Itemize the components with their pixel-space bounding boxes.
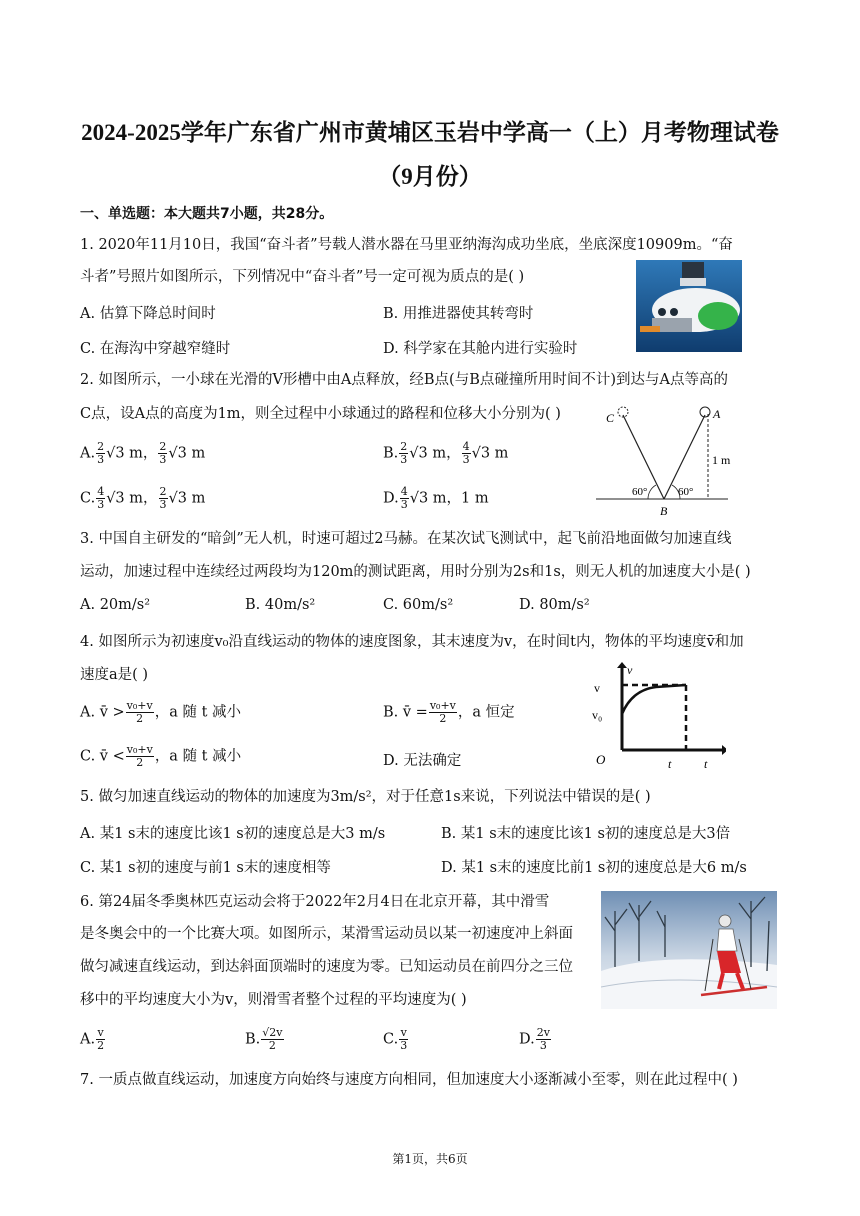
v-axis-label: v <box>627 663 633 677</box>
q6-stem-line3: 做匀减速直线运动，到达斜面顶端时的速度为零。已知运动员在前四分之三位 <box>80 959 573 975</box>
q4-option-d: D. 无法确定 <box>383 753 462 769</box>
angle-left: 60° <box>632 486 648 498</box>
label-c: C <box>606 411 615 425</box>
q6-stem-line1: 6. 第24届冬季奥林匹克运动会将于2022年2月4日在北京开幕，其中滑雪 <box>80 894 550 910</box>
q4-option-a: A. v̄ > $\frac{\text{v₀+v}}{2}$ ，a 随 t 减小 <box>80 699 242 725</box>
q4-stem-line2: 速度a是( ) <box>80 667 149 683</box>
q3-stem-line2: 运动，加速过程中连续经过两段均为120m的测试距离，用时分别为2s和1s，则无人机的加速度大小是( ) <box>80 564 751 580</box>
q6-stem-line2: 是冬奥会中的一个比赛大项。如图所示，某滑雪运动员以某一初速度冲上斜面 <box>80 926 573 942</box>
q4-stem-line1: 4. 如图所示为初速度v₀沿直线运动的物体的速度图象，其末速度为v，在时间t内，物体的平均速度v̄和加 <box>80 634 744 650</box>
q1-option-d: D. 科学家在其舱内进行实验时 <box>383 341 578 357</box>
q5-option-d: D. 某1 s末的速度比前1 s初的速度总是大6 m/s <box>441 860 747 876</box>
q6-option-b: B. $\frac{√2v}{2}$ <box>245 1026 283 1052</box>
q4-option-c: C. v̄ < $\frac{\text{v₀+v}}{2}$ ，a 随 t 减小 <box>80 743 242 769</box>
q2-stem-line2: C点，设A点的高度为1m，则全过程中小球通过的路程和位移大小分别为( ) <box>80 406 561 422</box>
q1-stem-line1: 1. 2020年11月10日，我国“奋斗者”号载人潜水器在马里亚纳海沟成功坐底，坐底深度10909m。“奋 <box>80 237 733 253</box>
t-mark-label: t <box>668 757 672 771</box>
q3-option-a: A. 20m/s² <box>80 597 151 613</box>
v0-level-label: v₀ <box>592 708 603 722</box>
origin-label: O <box>596 752 606 767</box>
q4-option-b: B. v̄ = $\frac{\text{v₀+v}}{2}$ ，a 恒定 <box>383 699 515 725</box>
q5-stem: 5. 做匀加速直线运动的物体的加速度为3m/s²，对于任意1s来说，下列说法中错误的是( ) <box>80 789 651 805</box>
q6-stem-line4: 移中的平均速度大小为v，则滑雪者整个过程的平均速度为( ) <box>80 992 467 1008</box>
v-level-label: v <box>594 681 600 695</box>
q2-option-a: A. $\frac{2}{3}$ √3 m， $\frac{2}{3}$ √3 m <box>80 440 206 466</box>
skier-photo <box>601 891 777 1009</box>
submersible-photo <box>636 260 742 352</box>
q2-option-d: D. $\frac{4}{3}$ √3 m，1 m <box>383 485 489 511</box>
label-a: A <box>713 407 721 421</box>
q1-option-a: A. 估算下降总时间时 <box>80 306 216 322</box>
q3-option-b: B. 40m/s² <box>245 597 316 613</box>
q3-option-c: C. 60m/s² <box>383 597 454 613</box>
paper-title: 2024-2025学年广东省广州市黄埔区玉岩中学高一（上）月考物理试卷 <box>81 120 779 145</box>
q2-stem-line1: 2. 如图所示，一小球在光滑的V形槽中由A点释放，经B点(与B点碰撞所用时间不计)到达与A点等高的 <box>80 372 728 388</box>
q2-option-b: B. $\frac{2}{3}$ √3 m， $\frac{4}{3}$ √3 m <box>383 440 509 466</box>
velocity-time-graph <box>586 660 726 772</box>
q6-option-d: D. $\frac{2v}{3}$ <box>519 1026 550 1052</box>
q6-option-a: A. $\frac{v}{2}$ <box>80 1026 105 1052</box>
q5-option-b: B. 某1 s末的速度比该1 s初的速度总是大3倍 <box>441 826 731 842</box>
q3-stem-line1: 3. 中国自主研发的“暗剑”无人机，时速可超过2马赫。在某次试飞测试中，起飞前沿地面做匀加速直线 <box>80 531 732 547</box>
q5-option-c: C. 某1 s初的速度与前1 s末的速度相等 <box>80 860 331 876</box>
q1-option-b: B. 用推进器使其转弯时 <box>383 306 534 322</box>
v-groove-diagram <box>594 402 736 520</box>
section-header: 一、单选题：本大题共7小题，共28分。 <box>80 206 334 222</box>
q5-option-a: A. 某1 s末的速度比该1 s初的速度总是大3 m/s <box>80 826 386 842</box>
q2-option-c: C. $\frac{4}{3}$ √3 m， $\frac{2}{3}$ √3 m <box>80 485 206 511</box>
paper-subtitle: （9月份） <box>378 164 482 189</box>
q1-option-c: C. 在海沟中穿越窄缝时 <box>80 341 231 357</box>
t-axis-label: t <box>704 757 708 771</box>
q3-option-d: D. 80m/s² <box>519 597 590 613</box>
q7-stem: 7. 一质点做直线运动，加速度方向始终与速度方向相同，但加速度大小逐渐减小至零，则在此过程中( ) <box>80 1072 738 1088</box>
page-footer: 第1页，共6页 <box>392 1152 468 1166</box>
height-label: 1 m <box>712 453 731 467</box>
angle-right: 60° <box>678 486 694 498</box>
q1-stem-line2: 斗者”号照片如图所示，下列情况中“奋斗者”号一定可视为质点的是( ) <box>80 269 525 285</box>
label-b: B <box>660 504 668 518</box>
q6-option-c: C. $\frac{v}{3}$ <box>383 1026 408 1052</box>
